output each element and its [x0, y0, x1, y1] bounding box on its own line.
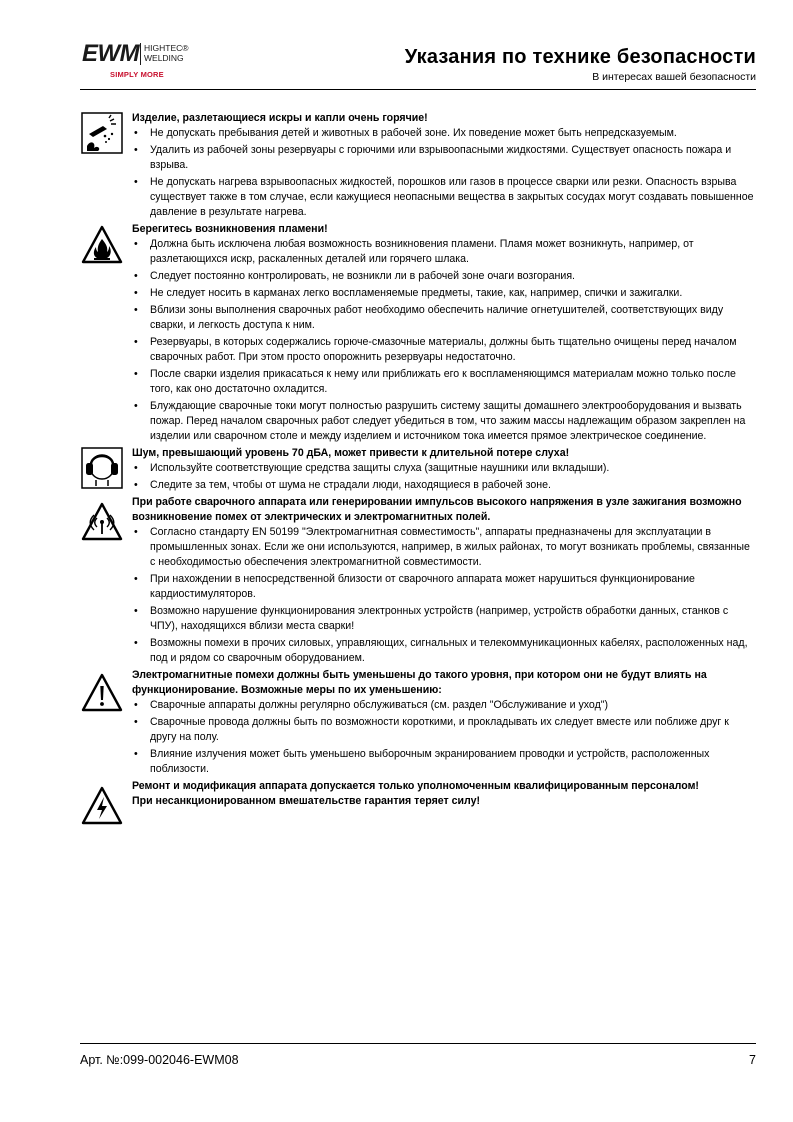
section-title-secondary: При несанкционированном вмешательстве гарантия теряет силу! — [132, 795, 481, 807]
electric-shock-warning-icon — [81, 785, 123, 827]
logo-tagline-line1: HIGHTEC® — [144, 43, 189, 53]
ear-protection-icon — [81, 447, 123, 489]
list-item: • Следите за тем, чтобы от шума не страдали люди, находящиеся в рабочей зоне. — [132, 478, 756, 493]
logo-tagline — [144, 43, 189, 63]
list-item: • Удалить из рабочей зоны резервуары с горючими или взрывоопасными жидкостями. Существует опасность пожара и взрыва. — [132, 143, 756, 173]
section-noise — [80, 446, 756, 493]
section-electromagnetic — [80, 495, 756, 666]
safety-content — [80, 111, 756, 809]
list-item: • Не следует носить в карманах легко воспламеняемые предметы, такие, как, например, спички и зажигалки. — [132, 286, 756, 301]
general-warning-icon — [81, 672, 123, 714]
section-list — [132, 461, 756, 493]
page-title: Указания по технике безопасности — [404, 46, 756, 68]
list-item: • Резервуары, в которых содержались горюче-смазочные материалы, должны быть тщательно очищены перед началом сварочных работ. При этом просто опорожнить резервуары недостаточно. — [132, 335, 756, 365]
list-item: • После сварки изделия прикасаться к нему или приближать его к воспламеняющимся материалам можно только после того, как оно достаточно охладится. — [132, 367, 756, 397]
list-item: • Следует постоянно контролировать, не возникли ли в рабочей зоне очаги возгорания. — [132, 269, 756, 284]
list-item: • Согласно стандарту EN 50199 "Электромагнитная совместимость", аппараты предназначены для эксплуатации в промышленных зонах. Если же они используются, например, в жилых районах, то могут возникать проблемы, связанные с необходимостью обеспечения электромагнитной совместимости. — [132, 525, 756, 570]
list-item: • Сварочные аппараты должны регулярно обслуживаться (см. раздел "Обслуживание и уход") — [132, 698, 756, 713]
section-list — [132, 698, 756, 777]
list-item: • Вблизи зоны выполнения сварочных работ необходимо обеспечить наличие огнетушителей, соответствующих виду сварки, и легкость доступа к ним. — [132, 303, 756, 333]
list-item: • Блуждающие сварочные токи могут полностью разрушить систему защиты домашнего электрооборудования и вызвать пожар. Перед началом сварочных работ следует убедиться в том, что зажим массы надлежащим образом закреплен на изделии или сварочном столе и между изделием и источником тока имеется прямое электрическое соединение. — [132, 399, 756, 444]
section-title: Ремонт и модификация аппарата допускается только уполномоченным квалифицированным персоналом! — [132, 780, 699, 792]
list-item: • Возможно нарушение функционирования электронных устройств (например, устройств обработки данных, станков с ЧПУ), находящихся вблизи места сварки! — [132, 604, 756, 634]
section-hot-sparks — [80, 111, 756, 220]
list-item: • Сварочные провода должны быть по возможности короткими, и прокладывать их следует вместе или поближе друг к другу на полу. — [132, 715, 756, 745]
section-title: Берегитесь возникновения пламени! — [132, 223, 328, 235]
section-emi-measures — [80, 668, 756, 777]
section-title: Электромагнитные помехи должны быть уменьшены до такого уровня, при котором они не будут влиять на функционирование. Возможные меры по их уменьшению: — [132, 669, 707, 696]
page-header — [80, 36, 756, 88]
logo-slogan: SIMPLY MORE — [110, 70, 164, 79]
section-list — [132, 237, 756, 444]
section-list — [132, 126, 756, 220]
hot-sparks-icon — [81, 112, 123, 154]
header-divider — [80, 89, 756, 90]
list-item: • Используйте соответствующие средства защиты слуха (защитные наушники или вкладыши). — [132, 461, 756, 476]
section-flames — [80, 222, 756, 444]
electromagnetic-warning-icon — [81, 501, 123, 543]
flame-warning-icon — [81, 224, 123, 266]
page-number: 7 — [749, 1053, 756, 1067]
logo-tagline-line2: WELDING — [144, 53, 184, 63]
footer-divider — [80, 1043, 756, 1044]
list-item: • Возможны помехи в прочих силовых, управляющих, сигнальных и телекоммуникационных кабелях, расположенных над, под и рядом со сварочным оборудованием. — [132, 636, 756, 666]
section-title: При работе сварочного аппарата или генерировании импульсов высокого напряжения в узле зажигания возможно возникновение помех от электрических и электромагнитных полей. — [132, 496, 742, 523]
article-number: Арт. №:099-002046-EWM08 — [80, 1053, 239, 1067]
list-item: • При нахождении в непосредственной близости от сварочного аппарата может нарушиться функционирование кардиостимуляторов. — [132, 572, 756, 602]
logo-separator — [140, 43, 141, 65]
list-item: • Не допускать пребывания детей и животных в рабочей зоне. Их поведение может быть непредсказуемым. — [132, 126, 756, 141]
logo-brand: EWM — [82, 40, 140, 67]
list-item: • Влияние излучения может быть уменьшено выборочным экранированием проводки и устройств, расположенных поблизости. — [132, 747, 756, 777]
section-list — [132, 525, 756, 666]
ewm-logo — [80, 40, 210, 84]
page-subtitle: В интересах вашей безопасности — [592, 71, 756, 83]
section-repair — [80, 779, 756, 809]
list-item: • Не допускать нагрева взрывоопасных жидкостей, порошков или газов в процессе сварки или резки. Опасность взрыва существует также в том случае, если кажущиеся неопасными вещества в закрытых сосудах могут создавать повышенное давление в результате нагрева. — [132, 175, 756, 220]
list-item: • Должна быть исключена любая возможность возникновения пламени. Пламя может возникнуть, например, от разлетающихся искр, раскаленных деталей или горячего шлака. — [132, 237, 756, 267]
section-title: Шум, превышающий уровень 70 дБА, может привести к длительной потере слуха! — [132, 447, 570, 459]
section-title: Изделие, разлетающиеся искры и капли очень горячие! — [132, 112, 428, 124]
